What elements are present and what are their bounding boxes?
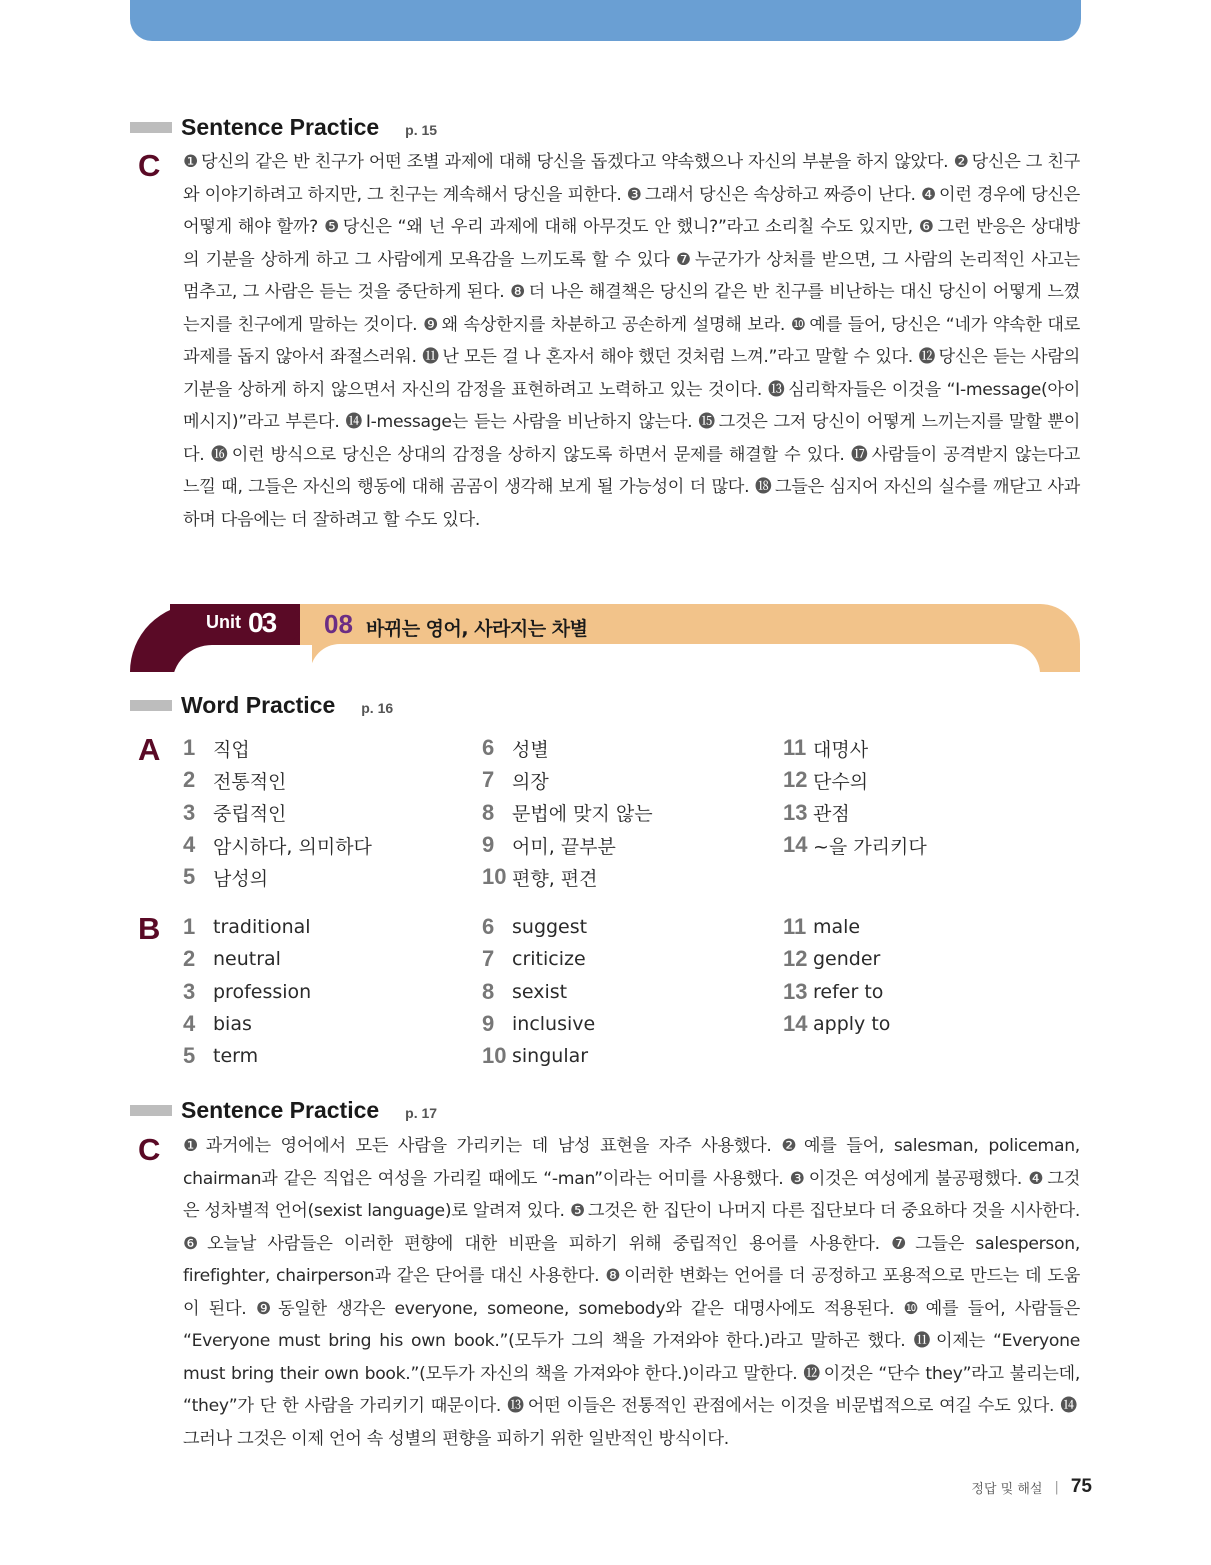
sentence-number: ⓲ [754,477,772,497]
sentence-text: I-message는 듣는 사람을 비난하지 않는다. [365,412,693,432]
sentence-number: ⓮ [1060,1396,1077,1416]
section-page-ref: p. 17 [405,1104,438,1121]
word-number: 11 [783,914,807,940]
sentence-number: ❸ [626,184,642,205]
sentence-text: 그것은 성차별적 언어(sexist language)로 알려져 있다. [183,1168,1080,1221]
word-text: traditional [213,916,311,939]
word-text: 남성의 [213,867,269,890]
word-number: 8 [482,799,495,825]
word-item [783,1008,1083,1040]
section-page-ref: p. 15 [405,121,438,138]
sentence-text: 과거에는 영어에서 모든 사람을 가리키는 데 남성 표현을 자주 사용했다. [205,1136,772,1156]
word-text: neutral [213,948,281,971]
sentence-text: 당신의 같은 반 친구가 어떤 조별 과제에 대해 당신을 돕겠다고 약속했으나 자신의 부분을 하지 않았다. [201,152,949,172]
word-text: 편향, 편견 [512,867,598,890]
sentence-number: ❽ [605,1266,622,1286]
word-text: gender [813,948,881,971]
word-item [482,1040,783,1072]
sentence-text: 당신은 그 친구와 이야기하려고 하지만, 그 친구는 계속해서 당신을 피한다. [183,152,1080,205]
unit-label: Unit [206,612,241,632]
word-item [183,1008,482,1040]
word-number: 5 [183,864,196,890]
word-text: male [813,916,861,939]
sentence-text: 심리학자들은 이것을 “I-message(아이 메시지)”라고 부른다. [183,379,1080,432]
word-text: profession [213,980,312,1003]
sentence-number: ⓱ [850,444,869,465]
word-item [183,732,482,764]
word-text: 성별 [512,738,549,761]
sentence-text: 그런 반응은 상대방의 기분을 상하게 하고 그 사람에게 모욕감을 느끼도록 할 수 있다 [183,217,1080,270]
section-bar [130,700,172,711]
word-number: 10 [482,864,507,890]
word-number: 14 [783,832,808,858]
unit-number: 03 [248,607,276,638]
sentence-text: 동일한 생각은 everyone, someone, somebody와 같은 대명사에도 적용된다. [277,1298,895,1319]
lesson-number: 08 [324,609,353,639]
sentence-number: ⓫ [913,1331,934,1351]
sentence-number: ❻ [183,1233,205,1254]
sentence-text: 왜 속상한지를 차분하고 공손하게 설명해 보라. [441,314,786,335]
sentence-number: ❽ [510,282,526,302]
word-number: 10 [482,1043,507,1069]
sentence-number: ❼ [675,249,692,270]
sentence-text: 이러한 변화는 언어를 더 공정하고 포용적으로 만드는 데 도움이 된다. [183,1266,1080,1319]
word-item [482,943,783,975]
sentence-number: ❻ [918,217,935,237]
banner-cut [172,645,312,685]
sentence-number: ❼ [891,1233,913,1254]
word-text: 중립적인 [213,803,287,826]
sentence-number: ❿ [790,314,807,335]
sentence-number: ⓬ [918,347,936,367]
sentence-text: 이것은 여성에게 불공평했다. [808,1168,1023,1189]
word-number: 4 [183,1011,196,1037]
sentence-number: ❶ [183,1136,203,1156]
word-item [783,943,1083,975]
exercise-letter-b: B [138,911,161,946]
word-number: 5 [183,1043,196,1069]
word-item [482,976,783,1008]
footer-divider: | [1054,1479,1059,1495]
section-title: Word Practice [181,692,336,718]
unit-banner [130,604,1080,672]
sentence-number: ❷ [781,1136,801,1156]
word-number: 6 [482,735,495,761]
word-text: apply to [813,1013,891,1036]
word-text: refer to [813,980,884,1003]
word-item [783,976,1083,1008]
word-list-b [183,911,1083,1072]
word-item [183,1040,482,1072]
word-text: term [213,1045,259,1068]
word-text: 직업 [213,738,250,761]
sentence-text: 그것은 그저 당신이 어떻게 느끼는지를 말할 뿐이다. [183,412,1081,465]
sentence-number: ❾ [255,1298,275,1319]
section-page-ref: p. 16 [361,699,394,716]
word-number: 1 [183,735,196,761]
page-number: 75 [1070,1476,1092,1497]
sentence-text: 더 나은 해결책은 당신의 같은 반 친구를 비난하는 대신 당신이 어떻게 느꼈는지를 친구에게 말하는 것이다. [183,282,1080,335]
top-color-band [130,0,1081,41]
banner-cut [310,644,1040,684]
word-item [183,911,482,943]
word-number: 9 [482,832,495,858]
sentence-text: 당신은 듣는 사람의 기분을 상하게 하지 않으면서 자신의 감정을 표현하려고 노력하고 있는 것이다. [183,347,1080,400]
word-item [783,764,1083,796]
word-item [482,764,783,796]
sentence-text: 그들은 salesperson, firefighter, chairperson과 같은 단어를 대신 사용한다. [183,1233,1080,1286]
section-bar [130,122,172,133]
word-item [183,829,482,861]
sentence-practice-header-1 [130,114,437,141]
section-bar [130,1105,172,1116]
sentence-number: ⓭ [507,1396,525,1416]
sentence-number: ❶ [183,152,199,172]
word-number: 6 [482,914,495,940]
word-text: 암시하다, 의미하다 [213,835,372,858]
sentence-text: 예를 들어, salesman, policeman, chairman과 같은 직업은 여성을 가리킬 때에도 “-man”이라는 어미를 사용했다. [183,1136,1080,1189]
sentence-text: 누군가가 상처를 받으면, 그 사람의 논리적인 사고는 멈추고, 그 사람은 듣는 것을 중단하게 된다. [183,249,1080,302]
word-item [482,911,783,943]
sentence-number: ❺ [569,1201,585,1221]
sentence-practice-text-2 [183,1130,1080,1455]
word-list-a [183,732,1083,893]
sentence-text: 어떤 이들은 전통적인 관점에서는 이것을 비문법적으로 여길 수도 있다. [527,1396,1055,1416]
sentence-text: 이제는 “Everyone must bring their own book.”(모두가 자신의 책을 가져와야 한다.)이라고 말한다. [183,1331,1080,1384]
word-item [783,797,1083,829]
word-item [183,861,482,893]
sentence-practice-header-2 [130,1097,437,1124]
lesson-title: 바뀌는 영어, 사라지는 차별 [366,618,588,640]
word-text: 어미, 끝부분 [512,835,616,858]
word-number: 14 [783,1011,808,1037]
word-text: 관점 [813,803,850,826]
word-text: ~을 가리키다 [813,835,927,858]
word-item [783,732,1083,764]
sentence-number: ❿ [903,1298,923,1319]
word-item [783,829,1083,861]
word-number: 4 [183,832,196,858]
sentence-number: ❹ [920,184,937,205]
word-item [183,943,482,975]
word-number: 3 [183,978,196,1004]
word-text: 전통적인 [213,770,287,793]
word-text: 문법에 맞지 않는 [512,803,653,826]
sentence-number: ⓫ [422,347,440,367]
sentence-number: ⓮ [345,412,363,432]
sentence-text: 그래서 당신은 속상하고 짜증이 난다. [644,184,916,205]
word-item [183,764,482,796]
word-item [482,861,783,893]
word-number: 9 [482,1011,495,1037]
footer-label: 정답 및 해설 [971,1481,1043,1497]
word-text: 단수의 [813,770,869,793]
word-text: 의장 [512,770,549,793]
exercise-letter-c: C [138,148,161,183]
word-number: 8 [482,978,495,1004]
sentence-number: ⓭ [767,379,786,400]
page-footer [971,1476,1092,1498]
word-text: suggest [512,916,588,939]
word-number: 7 [482,767,495,793]
word-item [183,976,482,1008]
word-number: 7 [482,946,495,972]
sentence-text: 그들은 심지어 자신의 실수를 깨닫고 사과하며 다음에는 더 잘하려고 할 수도 있다. [183,477,1080,530]
section-title: Sentence Practice [181,1097,380,1123]
word-text: sexist [512,980,568,1003]
word-number: 2 [183,946,196,972]
sentence-number: ❷ [953,152,969,172]
word-text: inclusive [512,1013,596,1036]
sentence-text: 이것은 “단수 they”라고 불리는데, “they”가 단 한 사람을 가리키기 때문이다. [183,1363,1080,1416]
sentence-number: ⓰ [210,444,229,465]
word-text: bias [213,1013,252,1036]
exercise-letter-a: A [138,732,161,767]
sentence-practice-text-1 [183,146,1080,536]
word-number: 12 [783,946,808,972]
word-item [482,829,783,861]
sentence-text: 예를 들어, 당신은 “네가 약속한 대로 과제를 돕지 않아서 좌절스러워. [183,314,1080,367]
sentence-text: 이런 경우에 당신은 어떻게 해야 할까? [183,184,1080,237]
sentence-text: 난 모든 걸 나 혼자서 해야 했던 것처럼 느껴.”라고 말할 수 있다. [442,347,913,367]
word-number: 13 [783,799,808,825]
sentence-text: 그것은 한 집단이 나머지 다른 집단보다 더 중요하다 것을 시사한다. [587,1201,1080,1221]
sentence-text: 그러나 그것은 이제 언어 속 성별의 편향을 피하기 위한 일반적인 방식이다. [183,1428,729,1449]
word-item [183,797,482,829]
word-text: singular [512,1045,589,1068]
sentence-number: ❺ [323,217,340,237]
word-text: criticize [512,948,586,971]
word-item [482,797,783,829]
sentence-text: 당신은 “왜 넌 우리 과제에 대해 아무것도 안 했니?”라고 소리칠 수도 있지만, [342,217,913,237]
section-title: Sentence Practice [181,114,380,140]
sentence-number: ❹ [1028,1168,1045,1189]
word-text: 대명사 [813,738,869,761]
word-number: 3 [183,799,196,825]
sentence-number: ⓬ [803,1363,821,1384]
sentence-number: ❸ [789,1168,806,1189]
sentence-text: 이런 방식으로 당신은 상대의 감정을 상하지 않도록 하면서 문제를 해결할 수 있다. [231,444,845,465]
sentence-text: 예를 들어, 사람들은 “Everyone must bring his own book.”(모두가 그의 책을 가져와야 한다.)라고 말하곤 했다. [183,1298,1080,1351]
sentence-number: ❾ [423,314,439,335]
word-number: 13 [783,978,808,1004]
word-number: 11 [783,735,807,761]
exercise-letter-c: C [138,1132,161,1167]
word-item [482,732,783,764]
word-item [482,1008,783,1040]
sentence-number: ⓯ [698,412,716,432]
word-practice-header [130,692,393,719]
word-item [783,911,1083,943]
sentence-text: 사람들이 공격받지 않는다고 느낄 때, 그들은 자신의 행동에 대해 곰곰이 생각해 보게 될 가능성이 더 많다. [183,444,1081,497]
word-number: 2 [183,767,196,793]
sentence-text: 오늘날 사람들은 이러한 편향에 대한 비판을 피하기 위해 중립적인 용어를 사용한다. [207,1233,880,1254]
word-number: 12 [783,767,808,793]
word-number: 1 [183,914,196,940]
